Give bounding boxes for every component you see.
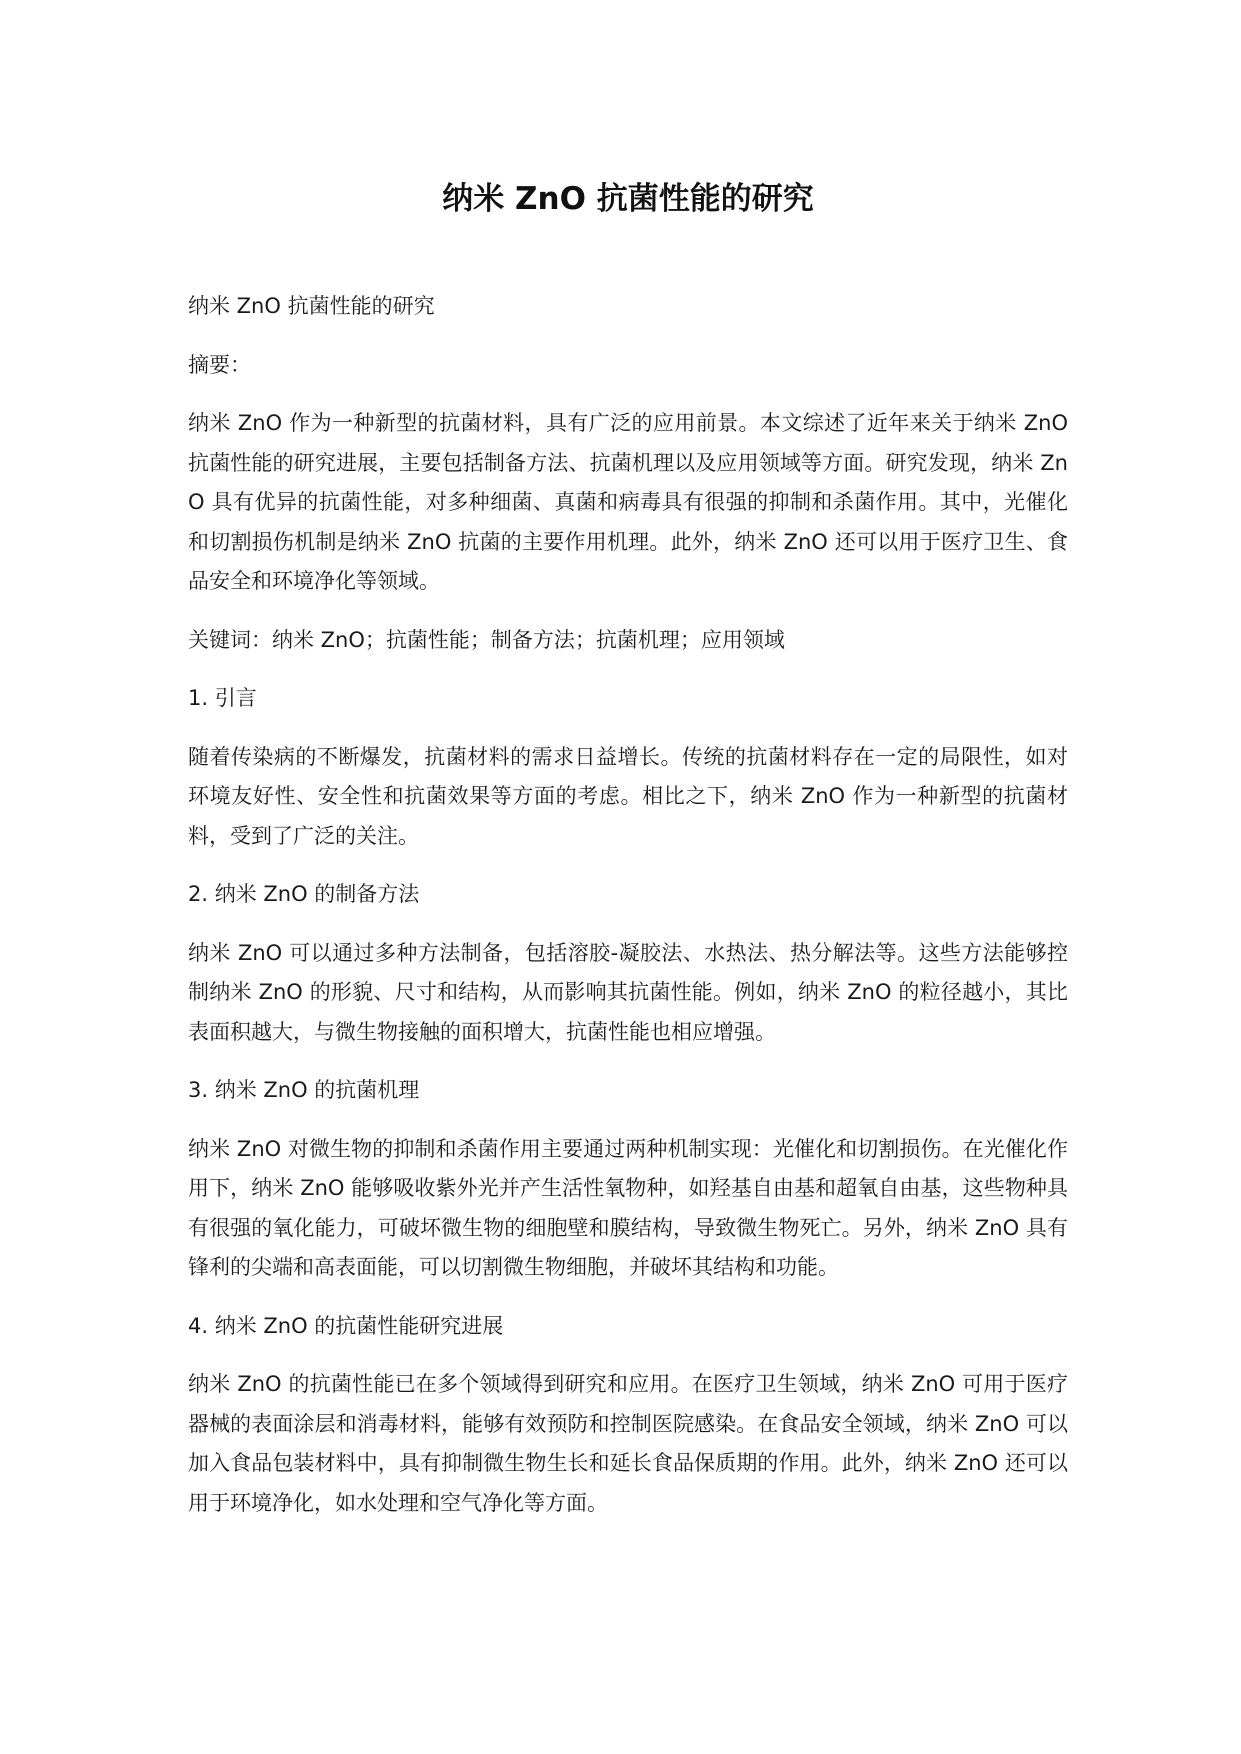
section-text-progress: 纳米 ZnO 的抗菌性能已在多个领域得到研究和应用。在医疗卫生领域，纳米 ZnO 可用于医疗器械的表面涂层和消毒材料，能够有效预防和控制医院感染。在食品安全领域，纳米 ZnO 可以加入食品包装材料中，具有抑制微生物生长和延长食品保质期的作用。此外，纳米 ZnO 还可以用于环境净化，如水处理和空气净化等方面。 bbox=[188, 1372, 1068, 1515]
section-heading-preparation: 2. 纳米 ZnO 的制备方法 bbox=[188, 882, 420, 906]
section-heading-mechanism: 3. 纳米 ZnO 的抗菌机理 bbox=[188, 1078, 420, 1102]
section-heading-progress: 4. 纳米 ZnO 的抗菌性能研究进展 bbox=[188, 1313, 504, 1338]
keywords-line: 关键词：纳米 ZnO；抗菌性能；制备方法；抗菌机理；应用领域 bbox=[188, 627, 785, 652]
document-title: 纳米 ZnO 抗菌性能的研究 bbox=[442, 181, 814, 217]
document-body bbox=[188, 175, 1068, 1542]
abstract-text: 纳米 ZnO 作为一种新型的抗菌材料，具有广泛的应用前景。本文综述了近年来关于纳米 ZnO 抗菌性能的研究进展，主要包括制备方法、抗菌机理以及应用领域等方面。研究发现，纳米 ZnO 具有优异的抗菌性能，对多种细菌、真菌和病毒具有很强的抑制和杀菌作用。其中，光催化和切割损伤机制是纳米 ZnO 抗菌的主要作用机理。此外，纳米 ZnO 还可以用于医疗卫生、食品安全和环境净化等领域。 bbox=[188, 411, 1068, 593]
section-text-introduction: 随着传染病的不断爆发，抗菌材料的需求日益增长。传统的抗菌材料存在一定的局限性，如对环境友好性、安全性和抗菌效果等方面的考虑。相比之下，纳米 ZnO 作为一种新型的抗菌材料，受到了广泛的关注。 bbox=[188, 744, 1068, 848]
section-text-mechanism: 纳米 ZnO 对微生物的抑制和杀菌作用主要通过两种机制实现：光催化和切割损伤。在光催化作用下，纳米 ZnO 能够吸收紫外光并产生活性氧物种，如羟基自由基和超氧自由基，这些物种具有很强的氧化能力，可破坏微生物的细胞壁和膜结构，导致微生物死亡。另外，纳米 ZnO 具有锋利的尖端和高表面能，可以切割微生物细胞，并破坏其结构和功能。 bbox=[188, 1136, 1068, 1279]
document-subtitle: 纳米 ZnO 抗菌性能的研究 bbox=[188, 294, 435, 318]
section-heading-introduction: 1. 引言 bbox=[188, 686, 257, 710]
section-text-preparation: 纳米 ZnO 可以通过多种方法制备，包括溶胶-凝胶法、水热法、热分解法等。这些方法能够控制纳米 ZnO 的形貌、尺寸和结构，从而影响其抗菌性能。例如，纳米 ZnO 的粒径越小，其比表面积越大，与微生物接触的面积增大，抗菌性能也相应增强。 bbox=[188, 940, 1068, 1044]
abstract-label: 摘要： bbox=[188, 352, 251, 377]
